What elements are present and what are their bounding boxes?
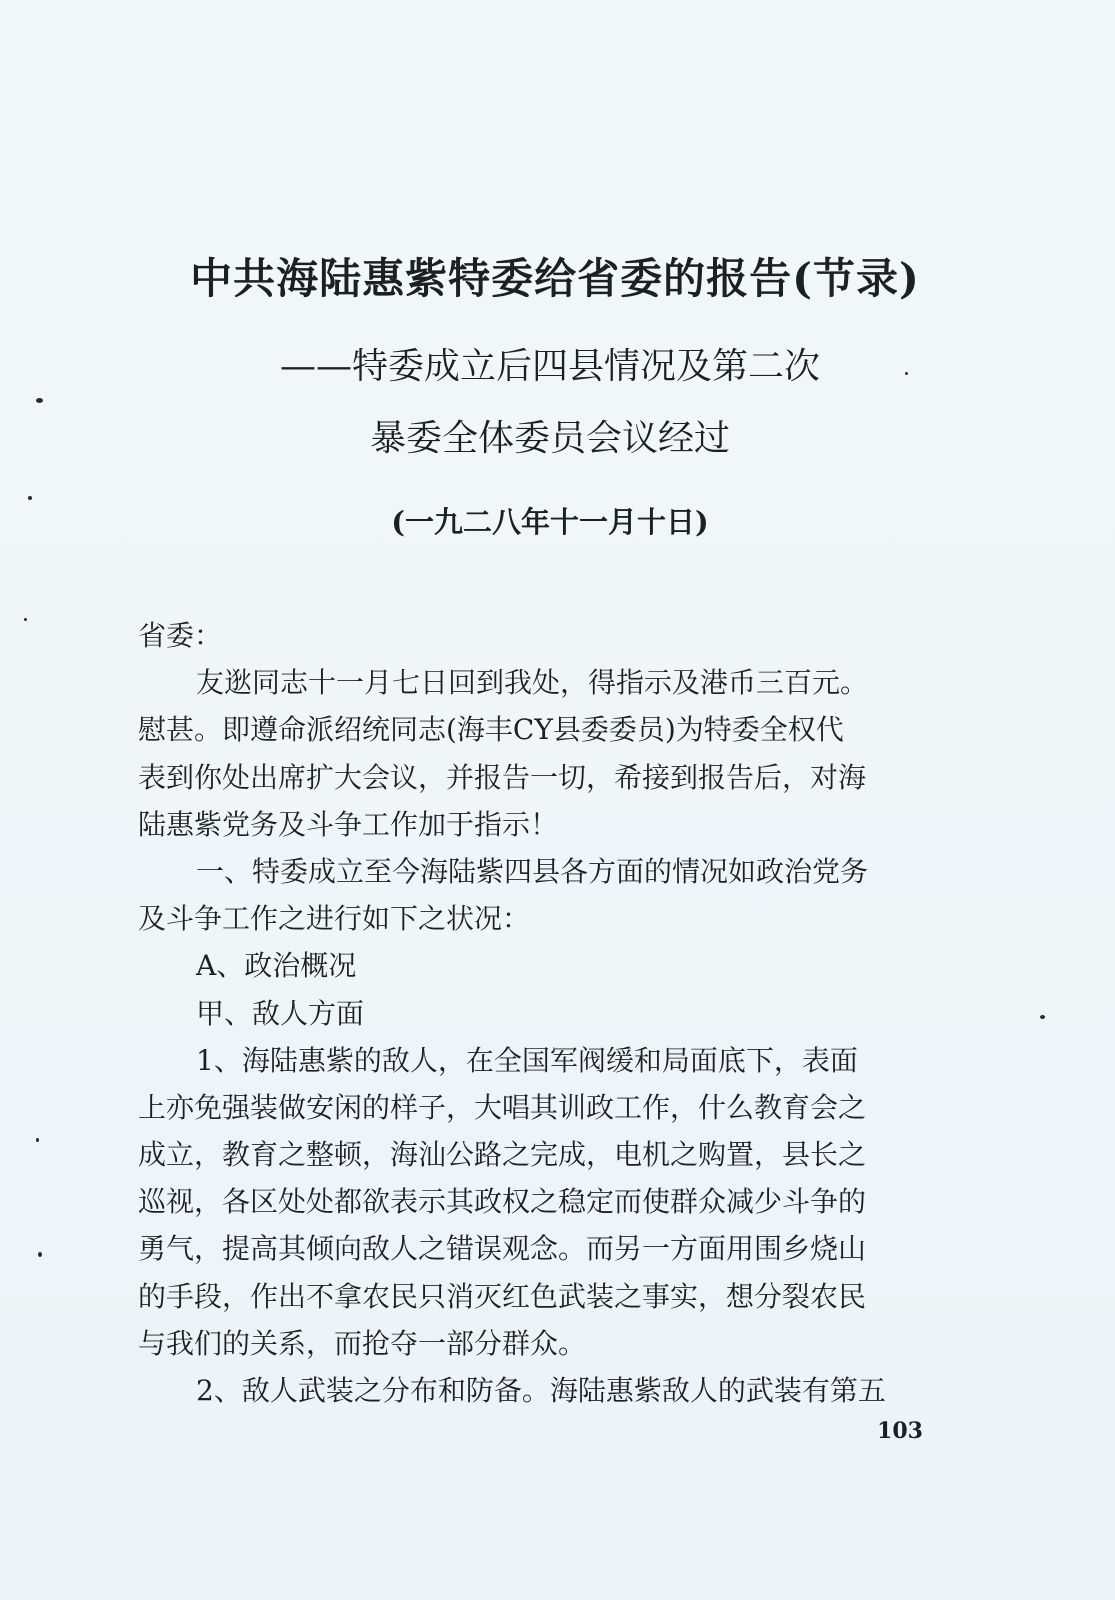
scan-speck: [905, 372, 908, 375]
body-line: 勇气，提高其倾向敌人之错误观念。而另一方面用围乡烧山: [138, 1232, 867, 1266]
section-heading: A、政治概况: [196, 949, 357, 983]
body-line: 的手段，作出不拿农民只消灭红色武装之事实，想分裂农民: [138, 1279, 867, 1313]
salutation: 省委：: [138, 619, 223, 652]
document-subtitle-line-1: ——特委成立后四县情况及第二次: [279, 346, 820, 387]
body-line: 及斗争工作之进行如下之状况：: [138, 902, 531, 936]
document-title: 中共海陆惠紫特委给省委的报告(节录): [190, 254, 920, 303]
document-date: (一九二八年十一月十日): [391, 505, 709, 539]
page-number: 103: [877, 1418, 923, 1444]
body-line: 陆惠紫党务及斗争工作加于指示！: [138, 807, 559, 841]
body-line: 一、特委成立至今海陆紫四县各方面的情况如政治党务: [196, 854, 869, 888]
body-line: 与我们的关系，而抢夺一部分群众。: [138, 1326, 587, 1360]
scan-speck: [36, 1138, 39, 1142]
document-body: [138, 612, 988, 1414]
body-line: 成立，教育之整顿，海汕公路之完成，电机之购置，县长之: [138, 1138, 867, 1172]
body-line: 2、敌人武装之分布和防备。海陆惠紫敌人的武装有第五: [196, 1374, 886, 1407]
document-subtitle-line-2: 暴委全体委员会议经过: [369, 418, 730, 459]
body-line: 1、海陆惠紫的敌人，在全国军阀缓和局面底下，表面: [196, 1043, 858, 1077]
scan-speck: [1040, 1015, 1045, 1019]
body-line: 巡视，各区处处都欲表示其政权之稳定而使群众减少斗争的: [138, 1185, 867, 1219]
body-line: 上亦免强装做安闲的样子，大唱其训政工作，什么教育会之: [138, 1090, 867, 1124]
scan-speck: [36, 398, 43, 403]
scan-speck: [28, 496, 32, 500]
body-line: 表到你处出席扩大会议，并报告一切，希接到报告后，对海: [138, 760, 867, 794]
scan-speck: [24, 618, 27, 621]
body-line: 友逖同志十一月七日回到我处，得指示及港币三百元。: [196, 666, 869, 700]
body-line: 慰甚。即遵命派绍统同志(海丰CY县委委员)为特委全权代: [138, 713, 844, 747]
scan-speck: [38, 1252, 42, 1257]
subsection-heading: 甲、敌人方面: [196, 996, 365, 1030]
